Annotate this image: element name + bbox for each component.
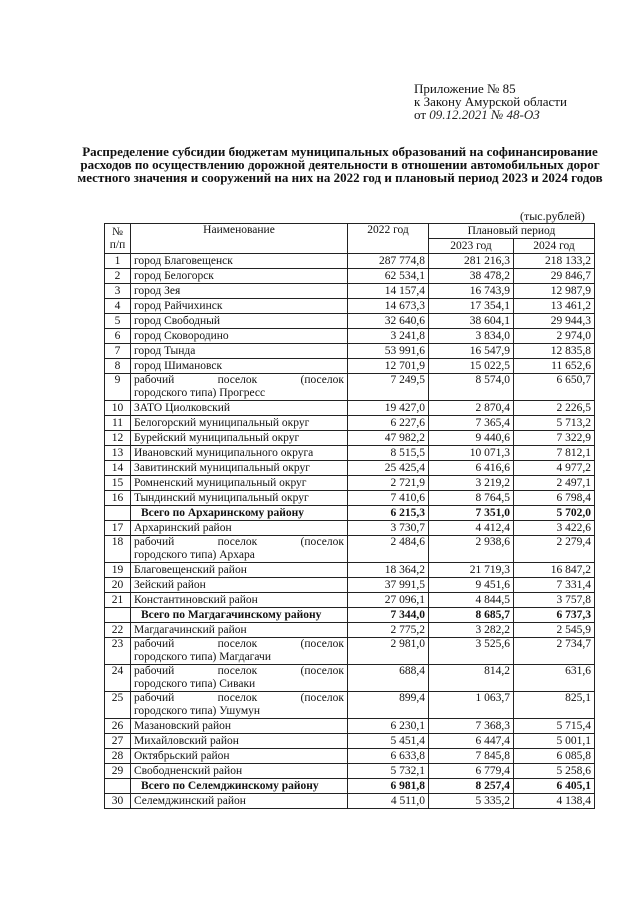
row-number: 29 <box>105 764 131 779</box>
row-name-line1: рабочий поселок (поселок <box>134 692 344 704</box>
row-number: 16 <box>105 491 131 506</box>
row-number: 28 <box>105 749 131 764</box>
value-2023: 3 834,0 <box>429 329 514 344</box>
value-2022: 7 410,6 <box>348 491 429 506</box>
value-2024: 6 085,8 <box>514 749 595 764</box>
row-name: город Зея <box>131 284 348 299</box>
row-name <box>131 374 348 401</box>
row-name: Ромненский муниципальный округ <box>131 476 348 491</box>
value-2023: 2 870,4 <box>429 401 514 416</box>
value-2023: 9 440,6 <box>429 431 514 446</box>
value-2024: 5 702,0 <box>514 506 595 521</box>
row-name: Всего по Архаринскому району <box>131 506 348 521</box>
table-row <box>105 254 595 269</box>
value-2024: 4 977,2 <box>514 461 595 476</box>
value-2023: 3 525,6 <box>429 638 514 665</box>
row-number: 4 <box>105 299 131 314</box>
row-name: Тындинский муниципальный округ <box>131 491 348 506</box>
value-2024: 6 798,4 <box>514 491 595 506</box>
value-2022: 53 991,6 <box>348 344 429 359</box>
row-number: 23 <box>105 638 131 665</box>
row-number: 13 <box>105 446 131 461</box>
value-2022: 6 633,8 <box>348 749 429 764</box>
value-2023: 3 219,2 <box>429 476 514 491</box>
row-name: город Тында <box>131 344 348 359</box>
value-2023: 2 938,6 <box>429 536 514 563</box>
row-name: город Свободный <box>131 314 348 329</box>
row-number <box>105 779 131 794</box>
table-row <box>105 284 595 299</box>
value-2022: 62 534,1 <box>348 269 429 284</box>
value-2023: 3 282,2 <box>429 623 514 638</box>
row-number: 15 <box>105 476 131 491</box>
header-2023: 2023 год <box>429 239 514 254</box>
table-row <box>105 794 595 809</box>
document-title: Распределение субсидии бюджетам муниципальных образований на софинансирование расходов по осуществлению дорожной деятельности в отношении автомобильных дорог местного значения и сооружений на них на 2022 год и плановый период 2023 и 2024 годов <box>77 144 603 185</box>
value-2023: 38 478,2 <box>429 269 514 284</box>
value-2022: 3 730,7 <box>348 521 429 536</box>
row-name-line1: рабочий поселок (поселок <box>134 374 344 386</box>
value-2022: 2 981,0 <box>348 638 429 665</box>
row-number: 8 <box>105 359 131 374</box>
row-name: Всего по Магдагачинскому району <box>131 608 348 623</box>
row-name: город Шимановск <box>131 359 348 374</box>
table-total-row <box>105 779 595 794</box>
row-number: 11 <box>105 416 131 431</box>
appendix-date-line <box>414 108 614 121</box>
row-name <box>131 692 348 719</box>
table-row <box>105 665 595 692</box>
row-name-line1: рабочий поселок (поселок <box>134 536 344 548</box>
value-2023: 8 764,5 <box>429 491 514 506</box>
value-2022: 47 982,2 <box>348 431 429 446</box>
value-2022: 2 721,9 <box>348 476 429 491</box>
value-2022: 18 364,2 <box>348 563 429 578</box>
table-row <box>105 461 595 476</box>
table-row <box>105 491 595 506</box>
row-name: ЗАТО Циолковский <box>131 401 348 416</box>
value-2023: 6 779,4 <box>429 764 514 779</box>
table-row <box>105 431 595 446</box>
value-2023: 6 447,4 <box>429 734 514 749</box>
value-2022: 19 427,0 <box>348 401 429 416</box>
value-2022: 27 096,1 <box>348 593 429 608</box>
row-name: город Райчихинск <box>131 299 348 314</box>
value-2024: 2 974,0 <box>514 329 595 344</box>
header-plan-period: Плановый период <box>429 224 595 239</box>
appendix-block <box>414 82 614 121</box>
value-2024: 7 331,4 <box>514 578 595 593</box>
value-2022: 5 451,4 <box>348 734 429 749</box>
row-name: Зейский район <box>131 578 348 593</box>
row-number: 18 <box>105 536 131 563</box>
row-number: 20 <box>105 578 131 593</box>
table-row <box>105 476 595 491</box>
row-name: Белогорский муниципальный округ <box>131 416 348 431</box>
value-2023: 281 216,3 <box>429 254 514 269</box>
row-name <box>131 536 348 563</box>
row-number: 30 <box>105 794 131 809</box>
row-name-line2: городского типа) Сиваки <box>134 678 256 690</box>
row-name: Бурейский муниципальный округ <box>131 431 348 446</box>
row-name: Константиновский район <box>131 593 348 608</box>
table-row <box>105 521 595 536</box>
value-2022: 14 157,4 <box>348 284 429 299</box>
value-2024: 3 757,8 <box>514 593 595 608</box>
value-2024: 6 737,3 <box>514 608 595 623</box>
row-number: 25 <box>105 692 131 719</box>
table-row <box>105 623 595 638</box>
row-number: 3 <box>105 284 131 299</box>
value-2024: 5 715,4 <box>514 719 595 734</box>
row-name: Михайловский район <box>131 734 348 749</box>
table-row <box>105 374 595 401</box>
table-row <box>105 593 595 608</box>
value-2024: 2 279,4 <box>514 536 595 563</box>
value-2023: 8 257,4 <box>429 779 514 794</box>
row-name: Завитинский муниципальный округ <box>131 461 348 476</box>
units-label: (тыс.рублей) <box>520 209 585 223</box>
subsidy-table <box>104 223 595 809</box>
value-2023: 10 071,3 <box>429 446 514 461</box>
value-2024: 218 133,2 <box>514 254 595 269</box>
value-2024: 2 545,9 <box>514 623 595 638</box>
value-2023: 15 022,5 <box>429 359 514 374</box>
row-name-line2: городского типа) Архара <box>134 549 255 561</box>
row-number: 5 <box>105 314 131 329</box>
table-row <box>105 749 595 764</box>
table-row <box>105 314 595 329</box>
value-2024: 2 497,1 <box>514 476 595 491</box>
row-name-line2: городского типа) Ушумун <box>134 705 261 717</box>
table-row <box>105 329 595 344</box>
value-2023: 7 365,4 <box>429 416 514 431</box>
table-row <box>105 416 595 431</box>
table-row <box>105 299 595 314</box>
table-row <box>105 563 595 578</box>
table-row <box>105 692 595 719</box>
value-2022: 688,4 <box>348 665 429 692</box>
row-name: Свободненский район <box>131 764 348 779</box>
value-2022: 2 775,2 <box>348 623 429 638</box>
value-2024: 5 258,6 <box>514 764 595 779</box>
appendix-date-prefix: от <box>414 107 427 122</box>
value-2023: 8 574,0 <box>429 374 514 401</box>
value-2023: 4 844,5 <box>429 593 514 608</box>
value-2022: 6 981,8 <box>348 779 429 794</box>
table-row <box>105 638 595 665</box>
value-2024: 4 138,4 <box>514 794 595 809</box>
row-name-line2: городского типа) Прогресс <box>134 387 266 399</box>
value-2022: 2 484,6 <box>348 536 429 563</box>
row-name: город Белогорск <box>131 269 348 284</box>
value-2022: 287 774,8 <box>348 254 429 269</box>
row-name: Благовещенский район <box>131 563 348 578</box>
value-2023: 16 547,9 <box>429 344 514 359</box>
header-name: Наименование <box>131 224 348 254</box>
row-name <box>131 665 348 692</box>
row-number: 2 <box>105 269 131 284</box>
row-number: 24 <box>105 665 131 692</box>
value-2023: 7 368,3 <box>429 719 514 734</box>
row-name: Селемджинский район <box>131 794 348 809</box>
header-2024: 2024 год <box>514 239 595 254</box>
row-number: 14 <box>105 461 131 476</box>
row-name: Магдагачинский район <box>131 623 348 638</box>
row-name: Мазановский район <box>131 719 348 734</box>
row-number <box>105 608 131 623</box>
table-row <box>105 536 595 563</box>
appendix-number: Приложение № 85 <box>414 81 516 96</box>
value-2022: 8 515,5 <box>348 446 429 461</box>
table-row <box>105 578 595 593</box>
value-2024: 2 734,7 <box>514 638 595 665</box>
value-2022: 7 344,0 <box>348 608 429 623</box>
row-name: Всего по Селемджинскому району <box>131 779 348 794</box>
value-2024: 7 812,1 <box>514 446 595 461</box>
row-name: Архаринский район <box>131 521 348 536</box>
value-2022: 5 732,1 <box>348 764 429 779</box>
value-2024: 12 987,9 <box>514 284 595 299</box>
row-number: 21 <box>105 593 131 608</box>
table-row <box>105 401 595 416</box>
value-2024: 13 461,2 <box>514 299 595 314</box>
row-number: 17 <box>105 521 131 536</box>
table-row <box>105 446 595 461</box>
row-number: 1 <box>105 254 131 269</box>
row-number <box>105 506 131 521</box>
table-row <box>105 719 595 734</box>
value-2023: 7 845,8 <box>429 749 514 764</box>
value-2024: 3 422,6 <box>514 521 595 536</box>
value-2024: 11 652,6 <box>514 359 595 374</box>
value-2022: 3 241,8 <box>348 329 429 344</box>
value-2022: 6 230,1 <box>348 719 429 734</box>
value-2022: 32 640,6 <box>348 314 429 329</box>
value-2024: 6 650,7 <box>514 374 595 401</box>
table-row <box>105 764 595 779</box>
value-2023: 21 719,3 <box>429 563 514 578</box>
value-2024: 5 713,2 <box>514 416 595 431</box>
value-2023: 5 335,2 <box>429 794 514 809</box>
value-2024: 29 944,3 <box>514 314 595 329</box>
header-2022: 2022 год <box>348 224 429 254</box>
value-2022: 899,4 <box>348 692 429 719</box>
row-name-line2: городского типа) Магдагачи <box>134 651 271 663</box>
row-name-line1: рабочий поселок (поселок <box>134 638 344 650</box>
value-2022: 7 249,5 <box>348 374 429 401</box>
value-2023: 38 604,1 <box>429 314 514 329</box>
value-2024: 825,1 <box>514 692 595 719</box>
value-2024: 29 846,7 <box>514 269 595 284</box>
row-name-line1: рабочий поселок (поселок <box>134 665 344 677</box>
row-number: 22 <box>105 623 131 638</box>
value-2024: 2 226,5 <box>514 401 595 416</box>
value-2023: 17 354,1 <box>429 299 514 314</box>
table-row <box>105 269 595 284</box>
value-2022: 12 701,9 <box>348 359 429 374</box>
value-2022: 37 991,5 <box>348 578 429 593</box>
table-total-row <box>105 506 595 521</box>
row-name: Октябрьский район <box>131 749 348 764</box>
row-number: 10 <box>105 401 131 416</box>
row-number: 7 <box>105 344 131 359</box>
value-2022: 4 511,0 <box>348 794 429 809</box>
row-number: 12 <box>105 431 131 446</box>
header-num: № п/п <box>105 224 131 254</box>
table-total-row <box>105 608 595 623</box>
value-2022: 25 425,4 <box>348 461 429 476</box>
appendix-law: к Закону Амурской области <box>414 94 567 109</box>
value-2023: 9 451,6 <box>429 578 514 593</box>
value-2024: 5 001,1 <box>514 734 595 749</box>
value-2023: 7 351,0 <box>429 506 514 521</box>
value-2023: 8 685,7 <box>429 608 514 623</box>
row-name: Ивановский муниципального округа <box>131 446 348 461</box>
value-2022: 6 215,3 <box>348 506 429 521</box>
value-2024: 631,6 <box>514 665 595 692</box>
row-number: 9 <box>105 374 131 401</box>
table-row <box>105 344 595 359</box>
row-name <box>131 638 348 665</box>
table-row <box>105 734 595 749</box>
value-2023: 4 412,4 <box>429 521 514 536</box>
row-name: город Сковородино <box>131 329 348 344</box>
row-number: 27 <box>105 734 131 749</box>
row-number: 19 <box>105 563 131 578</box>
row-name: город Благовещенск <box>131 254 348 269</box>
value-2022: 14 673,3 <box>348 299 429 314</box>
value-2024: 12 835,8 <box>514 344 595 359</box>
value-2023: 814,2 <box>429 665 514 692</box>
value-2023: 6 416,6 <box>429 461 514 476</box>
row-number: 26 <box>105 719 131 734</box>
value-2023: 1 063,7 <box>429 692 514 719</box>
table-row <box>105 359 595 374</box>
value-2023: 16 743,9 <box>429 284 514 299</box>
value-2024: 7 322,9 <box>514 431 595 446</box>
value-2024: 16 847,2 <box>514 563 595 578</box>
handwritten-date-signature: 09.12.2021 № 48-ОЗ <box>429 107 540 122</box>
value-2022: 6 227,6 <box>348 416 429 431</box>
row-number: 6 <box>105 329 131 344</box>
value-2024: 6 405,1 <box>514 779 595 794</box>
